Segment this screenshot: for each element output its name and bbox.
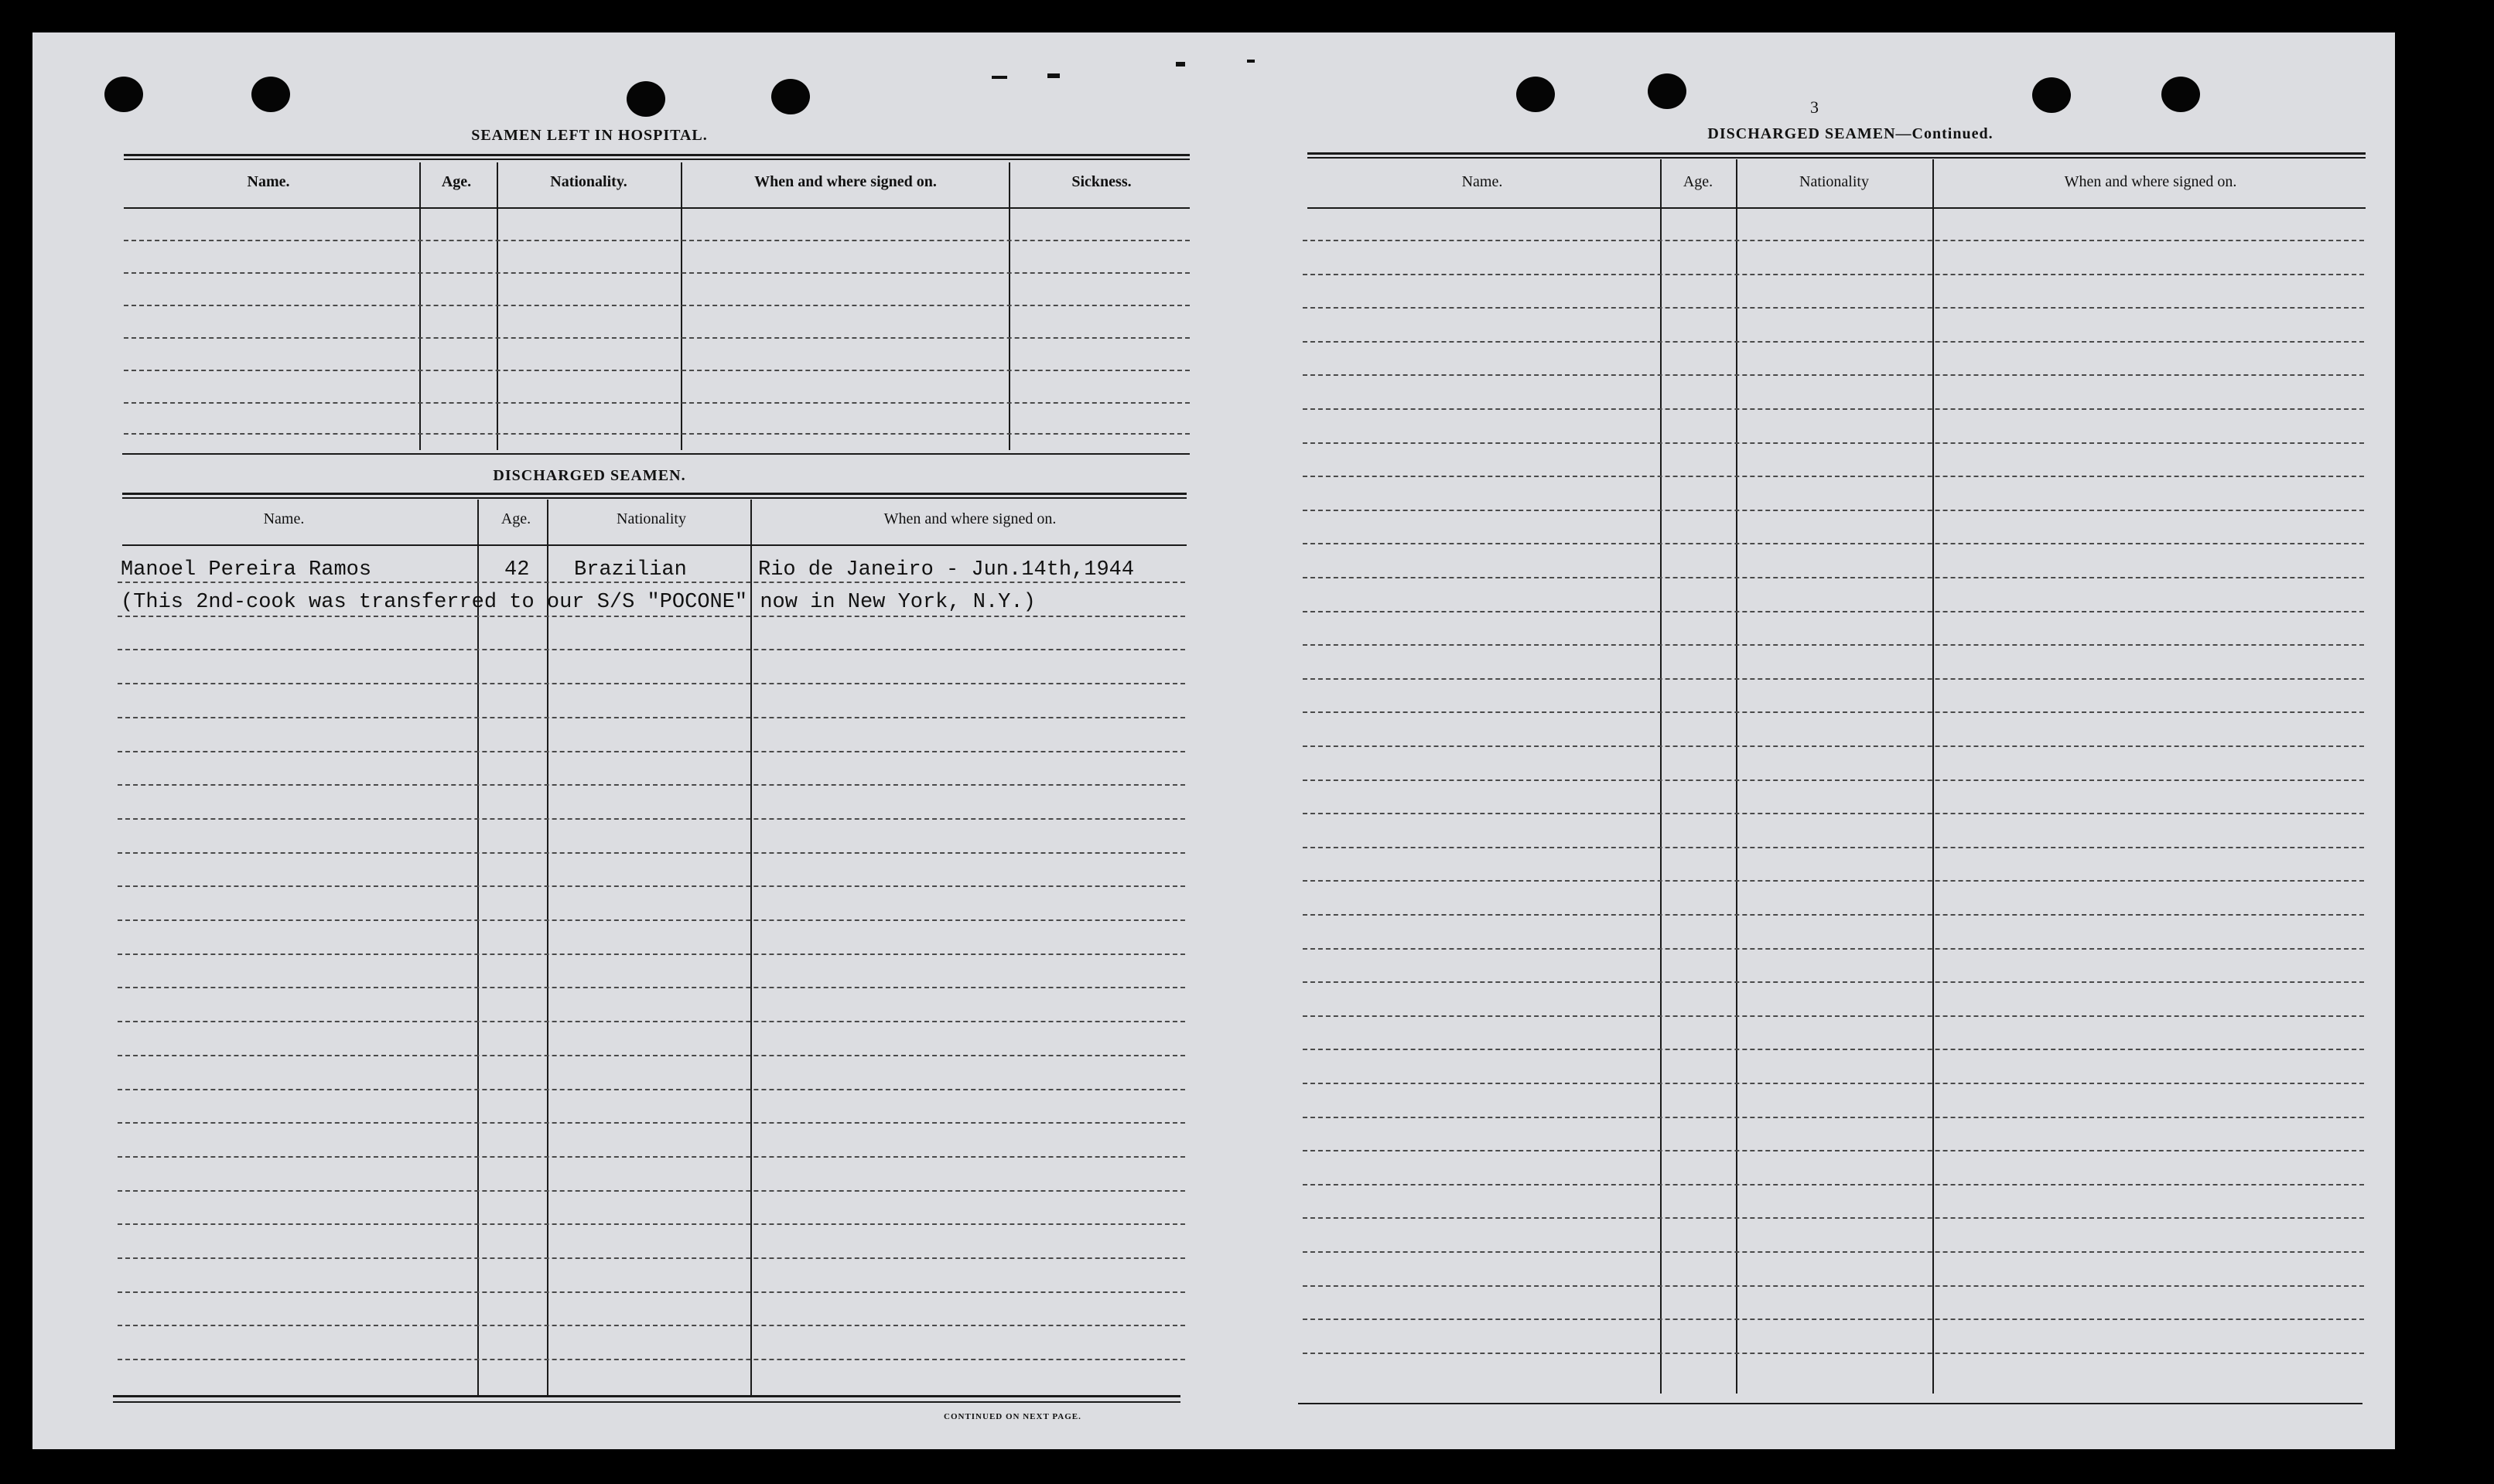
dotted-row [118, 1089, 1185, 1090]
dotted-row [1303, 374, 2364, 376]
title-rule [124, 159, 1190, 160]
dotted-row [1303, 307, 2364, 309]
dotted-row [1303, 442, 2364, 444]
dotted-row [1303, 1083, 2364, 1084]
column-divider [1932, 159, 1934, 1394]
dotted-row [124, 272, 1190, 274]
discharged-col-signed-on: When and where signed on. [883, 510, 1057, 527]
dotted-row [118, 1291, 1185, 1293]
column-divider [497, 162, 498, 450]
dotted-row [1303, 611, 2364, 612]
speck [992, 76, 1007, 79]
header-rule [122, 544, 1187, 546]
dotted-row [118, 683, 1185, 684]
punch-hole [2161, 77, 2200, 112]
dotted-row [1303, 1319, 2364, 1320]
bottom-rule [113, 1395, 1180, 1397]
column-divider [477, 500, 479, 1397]
dotted-row [1303, 813, 2364, 814]
entry-signed-on: Rio de Janeiro - Jun.14th,1944 [758, 558, 1135, 582]
dotted-row [1303, 745, 2364, 747]
bottom-rule [113, 1401, 1180, 1403]
dotted-row [118, 1223, 1185, 1225]
dotted-row [118, 784, 1185, 786]
bottom-rule [1298, 1403, 2362, 1404]
dotted-row [118, 717, 1185, 718]
continued-col-age: Age. [1683, 173, 1713, 190]
dotted-row [1303, 1217, 2364, 1219]
dotted-row [1303, 1015, 2364, 1017]
continued-col-nationality: Nationality [1799, 173, 1869, 190]
punch-hole [627, 81, 665, 117]
dotted-row [118, 1156, 1185, 1158]
dotted-row [1303, 476, 2364, 477]
column-divider [1660, 159, 1662, 1394]
dotted-row [124, 337, 1190, 339]
dotted-row [1303, 577, 2364, 578]
dotted-row [118, 1055, 1185, 1056]
dotted-row [1303, 1049, 2364, 1050]
dotted-row [118, 1325, 1185, 1326]
dotted-row [1303, 711, 2364, 713]
dotted-row [1303, 847, 2364, 848]
speck [1176, 62, 1185, 67]
dotted-row [118, 852, 1185, 854]
dotted-row [118, 1122, 1185, 1124]
dotted-row [1303, 240, 2364, 241]
column-divider [1009, 162, 1010, 450]
entry-name: Manoel Pereira Ramos [121, 558, 372, 582]
dotted-row [118, 1257, 1185, 1259]
column-divider [1736, 159, 1737, 1394]
header-rule [1307, 207, 2366, 209]
column-divider [547, 500, 548, 1397]
dotted-row [1303, 1117, 2364, 1118]
dotted-row [1303, 1184, 2364, 1185]
dotted-row [124, 370, 1190, 371]
dotted-row [118, 751, 1185, 752]
dotted-row [1303, 274, 2364, 275]
punch-hole [2032, 77, 2071, 113]
discharged-col-name: Name. [263, 510, 305, 527]
dotted-row [124, 402, 1190, 404]
dotted-row [118, 649, 1185, 650]
punch-hole [1648, 73, 1686, 109]
discharged-col-nationality: Nationality [617, 510, 686, 527]
dotted-row [1303, 880, 2364, 882]
dotted-row [1303, 543, 2364, 544]
title-rule [1307, 157, 2366, 159]
title-rule [122, 493, 1187, 495]
title-rule [124, 154, 1190, 156]
dotted-row [118, 954, 1185, 955]
dotted-row [1303, 1251, 2364, 1253]
hospital-col-age: Age. [441, 173, 472, 190]
speck [1247, 60, 1255, 63]
entry-note: (This 2nd-cook was transferred to our S/S "POCONE" now in New York, N.Y.) [121, 591, 1036, 614]
hospital-col-name: Name. [247, 173, 290, 190]
dotted-row [118, 616, 1185, 617]
discharged-col-age: Age. [501, 510, 531, 527]
punch-hole [1516, 77, 1555, 112]
header-rule [124, 207, 1190, 209]
speck [1047, 73, 1060, 78]
dotted-row [1303, 644, 2364, 646]
dotted-row [1303, 948, 2364, 950]
section-rule [122, 453, 1190, 455]
ledger-sheet [32, 32, 2395, 1449]
dotted-row [1303, 510, 2364, 511]
dotted-row [118, 1021, 1185, 1022]
hospital-section-title: SEAMEN LEFT IN HOSPITAL. [471, 127, 708, 144]
dotted-row [1303, 780, 2364, 781]
punch-hole [771, 79, 810, 114]
dotted-row [118, 582, 1185, 583]
dotted-row [118, 919, 1185, 921]
punch-hole [104, 77, 143, 112]
dotted-row [118, 885, 1185, 887]
dotted-row [118, 987, 1185, 988]
dotted-row [1303, 981, 2364, 983]
column-divider [750, 500, 752, 1397]
dotted-row [124, 240, 1190, 241]
punch-hole [251, 77, 290, 112]
hospital-col-sickness: Sickness. [1071, 173, 1132, 190]
title-rule [122, 497, 1187, 499]
discharged-continued-title: DISCHARGED SEAMEN—Continued. [1707, 125, 1993, 142]
continued-col-name: Name. [1461, 173, 1503, 190]
title-rule [1307, 152, 2366, 155]
dotted-row [118, 818, 1185, 820]
entry-nationality: Brazilian [574, 558, 687, 582]
continued-note: CONTINUED ON NEXT PAGE. [944, 1412, 1081, 1421]
hospital-col-signed-on: When and where signed on. [754, 173, 937, 190]
dotted-row [1303, 914, 2364, 916]
continued-col-signed-on: When and where signed on. [2064, 173, 2237, 190]
dotted-row [124, 305, 1190, 306]
entry-age: 42 [504, 558, 530, 582]
dotted-row [118, 1359, 1185, 1360]
dotted-row [1303, 1353, 2364, 1354]
dotted-row [1303, 1150, 2364, 1151]
column-divider [419, 162, 421, 450]
dotted-row [1303, 408, 2364, 410]
hospital-col-nationality: Nationality. [550, 173, 627, 190]
dotted-row [1303, 1285, 2364, 1287]
dotted-row [1303, 341, 2364, 343]
dotted-row [1303, 678, 2364, 680]
column-divider [681, 162, 682, 450]
page-number: 3 [1810, 97, 1819, 117]
discharged-section-title: DISCHARGED SEAMEN. [493, 467, 686, 484]
dotted-row [124, 433, 1190, 435]
dotted-row [118, 1190, 1185, 1192]
